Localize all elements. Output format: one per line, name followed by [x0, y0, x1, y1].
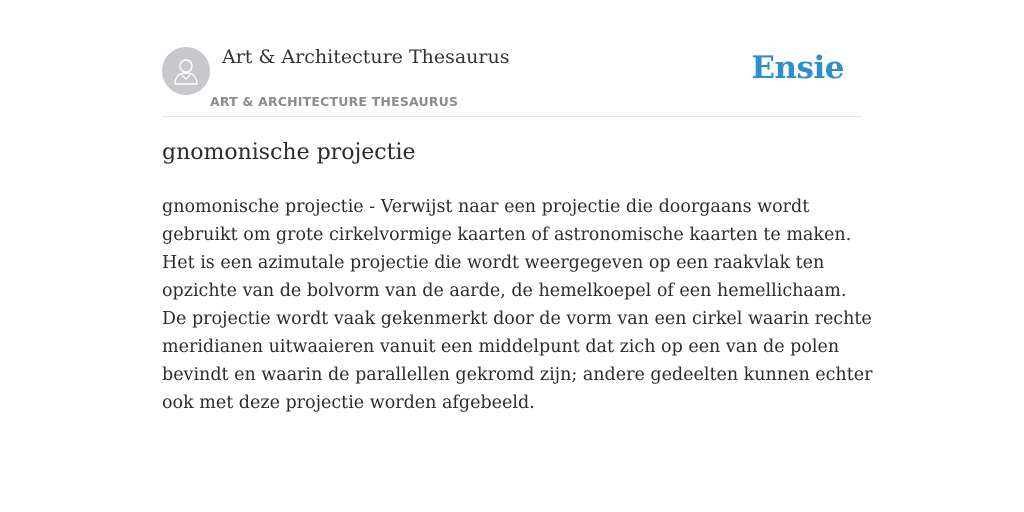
- ensie-logo[interactable]: Ensie: [751, 50, 844, 86]
- source-title-link[interactable]: Art & Architecture Thesaurus: [222, 46, 510, 68]
- content-container: [162, 0, 873, 413]
- user-icon: [173, 57, 199, 85]
- avatar[interactable]: [162, 47, 210, 95]
- source-subtitle-link[interactable]: ART & ARCHITECTURE THESAURUS: [210, 94, 459, 109]
- page-title: gnomonische projectie: [162, 140, 416, 165]
- definition-text: gnomonische projectie - Verwijst naar een projectie die doorgaans wordt gebruikt om grote cirkelvormige kaarten of astronomische kaarten te maken. Het is een azimutale projectie die wordt weergegeven op een raakvlak ten opzichte van de bolvorm van de aarde, de hemelkoepel of een hemellichaam. De projectie wordt vaak gekenmerkt door de vorm van een cirkel waarin rechte meridianen uitwaaieren vanuit een middelpunt dat zich op een van de polen bevindt en waarin de parallellen gekromd zijn; andere gedeelten kunnen echter ook met deze projectie worden afgebeeld.: [162, 197, 873, 413]
- header: [162, 0, 862, 117]
